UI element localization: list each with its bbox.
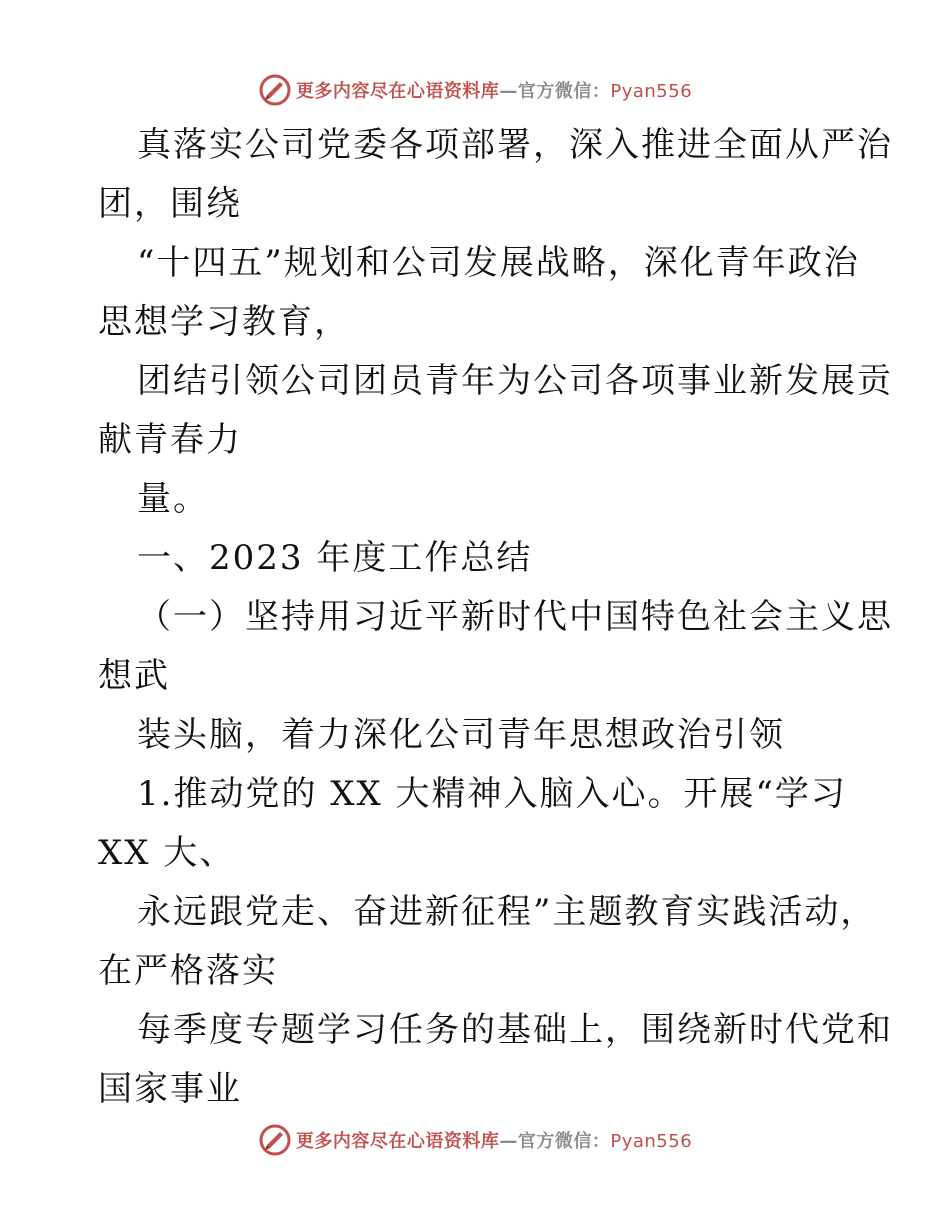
body-line: 1.推动党的 XX 大精神入脑入心。开展“学习 (137, 774, 847, 814)
body-line: 团，围绕 (98, 184, 242, 224)
body-line: 永远跟党走、奋进新征程”主题教育实践活动， (137, 892, 877, 932)
subsection-heading: （一）坚持用习近平新时代中国特色社会主义思 (137, 597, 893, 637)
body-line: 团结引领公司团员青年为公司各项事业新发展贡 (137, 361, 893, 401)
watermark-text (296, 1127, 692, 1153)
watermark-separator: — (499, 1131, 518, 1152)
watermark-handle: Pyan556 (610, 1131, 693, 1152)
body-line: 献青春力 (98, 420, 242, 460)
body-line: 在严格落实 (98, 951, 278, 991)
watermark-text (296, 77, 692, 103)
watermark-brand: 更多内容尽在心语资料库 (295, 1131, 500, 1152)
body-line: 思想学习教育， (98, 302, 350, 342)
pen-seal-icon (258, 1123, 292, 1157)
watermark-handle: Pyan556 (610, 81, 693, 102)
footer-watermark (0, 1120, 950, 1160)
body-line: 真落实公司党委各项部署，深入推进全面从严治 (137, 125, 893, 165)
watermark-label: 官方微信： (517, 81, 611, 102)
body-line: 每季度专题学习任务的基础上，围绕新时代党和 (137, 1010, 893, 1050)
watermark-label: 官方微信： (517, 1131, 611, 1152)
watermark-separator: — (499, 81, 518, 102)
header-watermark (0, 70, 950, 110)
section-heading: 一、2023 年度工作总结 (137, 538, 533, 578)
body-line: 国家事业 (98, 1069, 242, 1109)
pen-seal-icon (258, 73, 292, 107)
body-line: 想武 (98, 656, 170, 696)
watermark-brand: 更多内容尽在心语资料库 (295, 81, 500, 102)
body-line: “十四五”规划和公司发展战略，深化青年政治 (137, 243, 860, 283)
body-line: XX 大、 (98, 833, 236, 873)
body-line: 量。 (137, 479, 209, 519)
body-line: 装头脑，着力深化公司青年思想政治引领 (137, 715, 785, 755)
